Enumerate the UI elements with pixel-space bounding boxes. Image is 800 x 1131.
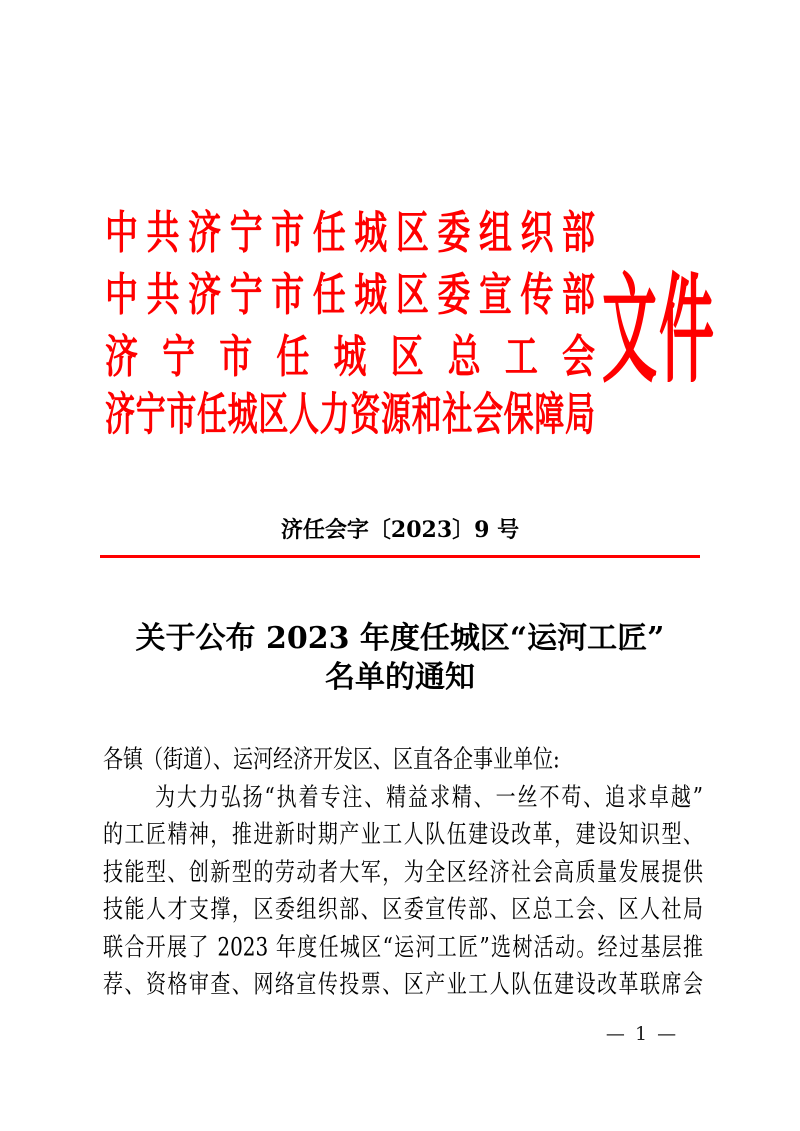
body-paragraph-line: 技能型、创新型的劳动者大军，为全区经济社会高质量发展提供 xyxy=(103,856,703,887)
page-number: — 1 — xyxy=(605,1023,679,1045)
red-separator-line xyxy=(100,555,700,558)
salutation-line: 各镇（街道）、运河经济开发区、区直各企事业单位: xyxy=(103,743,560,774)
document-title-line-2: 名单的通知 xyxy=(325,660,475,695)
body-paragraph-line: 技能人才支撑，区委组织部、区委宣传部、区总工会、区人社局 xyxy=(103,893,703,924)
letterhead-org-line-2: 中共济宁市任城区委宣传部 xyxy=(105,267,595,321)
letterhead-org-line-4: 济宁市任城区人力资源和社会保障局 xyxy=(105,389,595,442)
body-paragraph-line: 荐、资格审查、网络宣传投票、区产业工人队伍建设改革联席会 xyxy=(103,968,703,999)
document-body xyxy=(103,741,703,1004)
body-paragraph-line: 联合开展了 2023 年度任城区“运河工匠”选树活动。经过基层推 xyxy=(103,931,703,962)
body-paragraph-line: 的工匠精神，推进新时期产业工人队伍建设改革，建设知识型、 xyxy=(103,818,703,849)
letterhead-org-line-1: 中共济宁市任城区委组织部 xyxy=(105,205,595,259)
doc-type-label: 文件 xyxy=(602,259,714,399)
body-paragraph-line: 为大力弘扬“执着专注、精益求精、一丝不苟、追求卓越” xyxy=(155,781,703,812)
document-title-line-1: 关于公布 2023 年度任城区“运河工匠” xyxy=(135,621,665,656)
letterhead-org-line-3: 济宁市任城区总工会 xyxy=(105,329,595,383)
doc-number: 济任会字〔2023〕9 号 xyxy=(280,517,520,543)
document-title xyxy=(100,619,700,697)
